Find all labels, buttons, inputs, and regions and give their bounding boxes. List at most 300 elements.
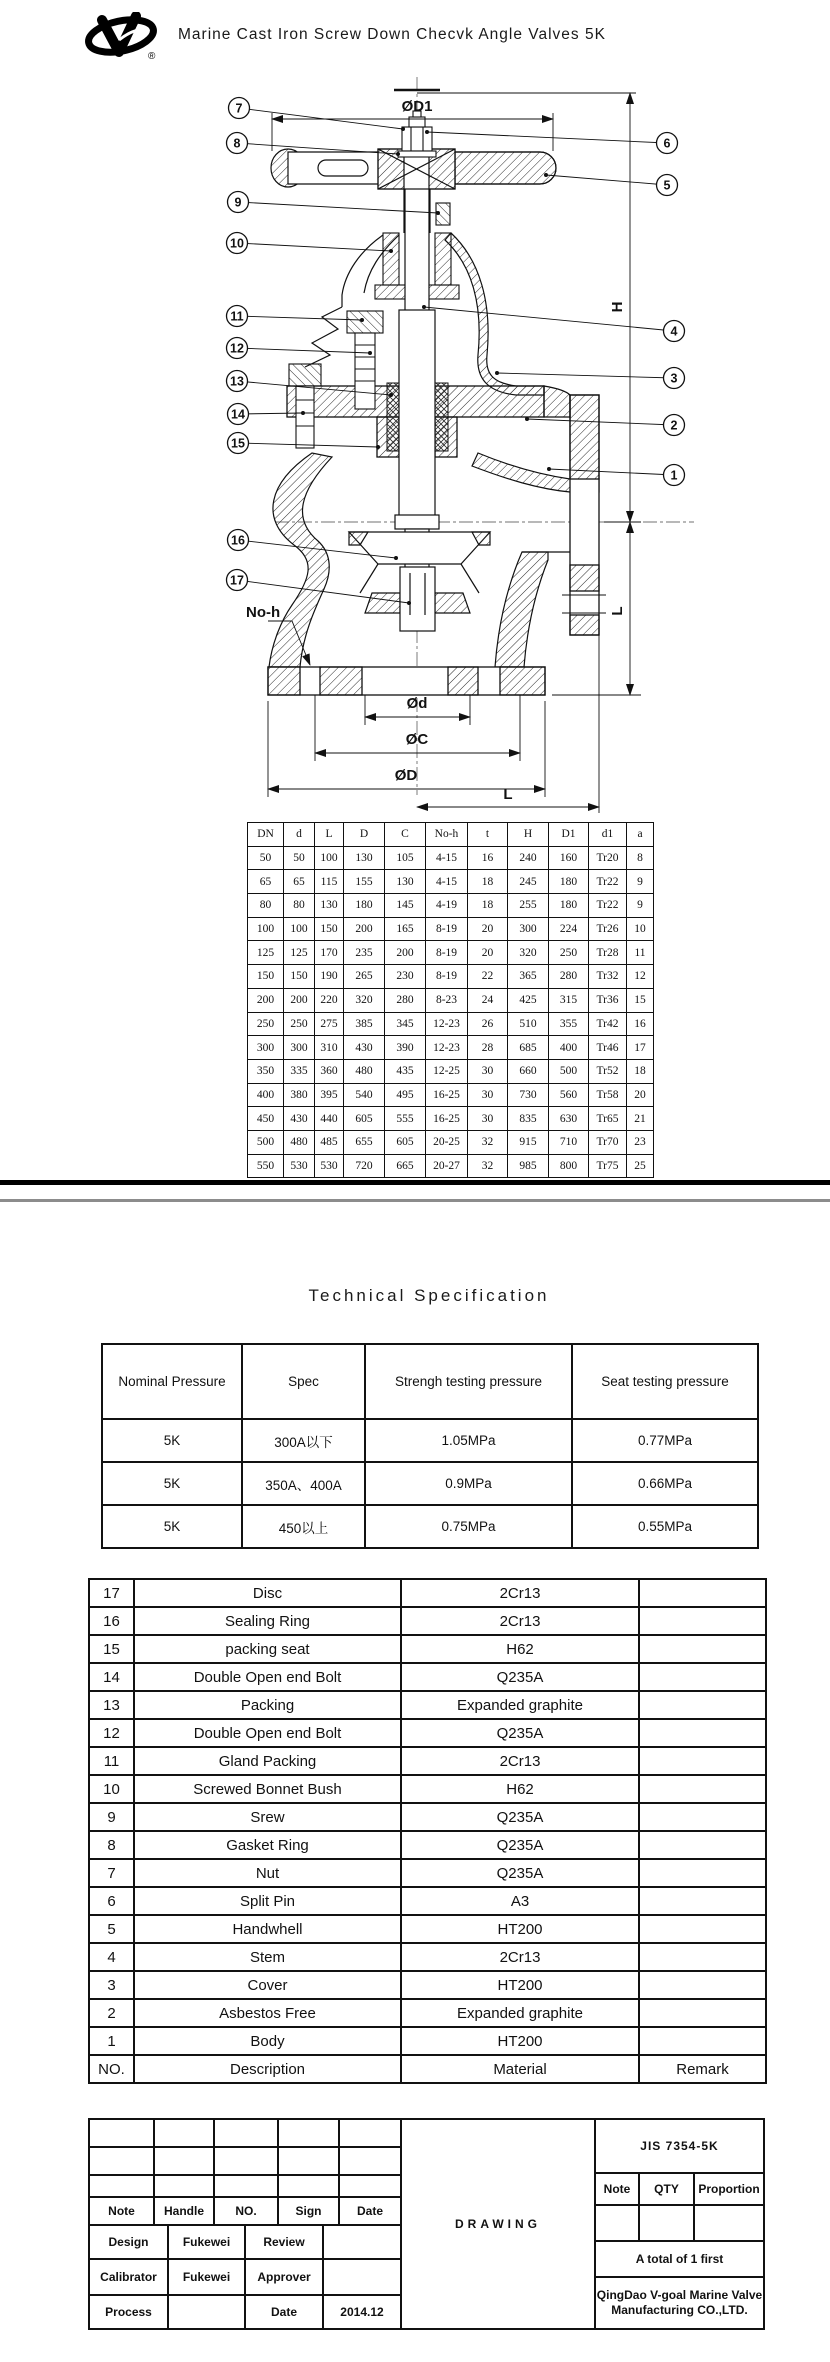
tb-note-header: Note (90, 2198, 155, 2226)
part-cell: 2 (89, 1999, 134, 2027)
dim-cell: 160 (549, 846, 589, 870)
dim-cell: 430 (284, 1107, 315, 1131)
dim-cell: 20 (468, 941, 508, 965)
part-cell (639, 1579, 766, 1607)
dim-cell: 22 (468, 965, 508, 989)
callout-target-dot (422, 305, 426, 309)
tb-qty-note-header: Note (596, 2174, 640, 2206)
callout-number: 12 (230, 341, 244, 356)
parts-wrap-grid (88, 1578, 767, 2084)
part-cell: Sealing Ring (134, 1607, 401, 1635)
dim-cell: 65 (248, 870, 284, 894)
callout-leader (237, 316, 362, 320)
callout-leader (424, 307, 674, 331)
dim-cell: Tr22 (589, 870, 627, 894)
dim-cell: 16-25 (426, 1083, 468, 1107)
spec-cell: 5K (102, 1462, 242, 1505)
registered-mark: ® (148, 51, 156, 60)
dim-cell: 150 (248, 965, 284, 989)
dim-cell: 985 (508, 1154, 549, 1178)
column-header: L (315, 823, 344, 847)
dim-cell: 425 (508, 988, 549, 1012)
tb-date-label: Date (246, 2296, 324, 2328)
callout-number: 2 (670, 418, 678, 433)
part-cell (639, 1859, 766, 1887)
header-row (102, 1344, 758, 1419)
column-header: DN (248, 823, 284, 847)
column-header: d (284, 823, 315, 847)
part-cell: Remark (639, 2055, 766, 2083)
dim-cell: 560 (549, 1083, 589, 1107)
dim-cell: 32 (468, 1130, 508, 1154)
dim-cell: 8-19 (426, 941, 468, 965)
tb-process-label: Process (90, 2296, 169, 2328)
dim-cell: 30 (468, 1059, 508, 1083)
dim-cell: 200 (344, 917, 385, 941)
dim-cell: 730 (508, 1083, 549, 1107)
tb-design-value: Fukewei (169, 2226, 246, 2260)
callout-number: 4 (670, 324, 678, 339)
spec-cell: 1.05MPa (365, 1419, 572, 1462)
part-cell: A3 (401, 1887, 639, 1915)
bottom-flange (268, 667, 545, 695)
outlet-flange (544, 386, 606, 635)
callout-leader (237, 348, 370, 353)
callout-target-dot (495, 371, 499, 375)
dim-cell: Tr65 (589, 1107, 627, 1131)
tb-sign-header: Sign (279, 2198, 340, 2226)
part-cell: Stem (134, 1943, 401, 1971)
callout-leader (239, 108, 403, 129)
part-cell (639, 1775, 766, 1803)
callout-leader (497, 373, 674, 378)
dim-cell: Tr58 (589, 1083, 627, 1107)
tb-standard: JIS 7354-5K (596, 2120, 763, 2174)
part-cell: 5 (89, 1915, 134, 1943)
column-header: Seat testing pressure (572, 1344, 758, 1419)
dim-cell: 280 (549, 965, 589, 989)
dim-cell: 360 (315, 1059, 344, 1083)
tb-company-line1: QingDao V-goal Marine Valve (596, 2288, 763, 2302)
title-block (88, 2118, 765, 2330)
callout-leader (549, 469, 674, 475)
dim-cell: 8-23 (426, 988, 468, 1012)
dim-cell: 300 (508, 917, 549, 941)
dim-cell: 915 (508, 1130, 549, 1154)
dim-cell: 80 (248, 894, 284, 918)
dim-cell: Tr42 (589, 1012, 627, 1036)
part-cell (639, 1607, 766, 1635)
callout-target-dot (407, 601, 411, 605)
tb-company-line2: Manufacturing CO.,LTD. (611, 2303, 748, 2317)
dim-cell: 200 (385, 941, 426, 965)
dim-d1-label: ØD1 (401, 98, 433, 115)
dim-cell: 315 (549, 988, 589, 1012)
dim-cell: 440 (315, 1107, 344, 1131)
part-cell (639, 1635, 766, 1663)
tb-review-label: Review (246, 2226, 324, 2260)
dim-cell: 660 (508, 1059, 549, 1083)
table-row (89, 1663, 766, 1691)
part-cell: 11 (89, 1747, 134, 1775)
dim-cell: 380 (284, 1083, 315, 1107)
dim-cell: 180 (344, 894, 385, 918)
callout-target-dot (544, 173, 548, 177)
dim-cell: 30 (468, 1107, 508, 1131)
table-row (89, 1579, 766, 1607)
dim-cell: 9 (627, 870, 654, 894)
dim-cell: 555 (385, 1107, 426, 1131)
column-header: D (344, 823, 385, 847)
part-cell: 2Cr13 (401, 1747, 639, 1775)
part-cell: 1 (89, 2027, 134, 2055)
dim-cell: 18 (468, 894, 508, 918)
dim-cell: 710 (549, 1130, 589, 1154)
dim-cell: 720 (344, 1154, 385, 1178)
tech-spec-table (101, 1343, 757, 1549)
tb-empty-cell (695, 2206, 763, 2242)
dim-cell: 170 (315, 941, 344, 965)
part-cell: Q235A (401, 1859, 639, 1887)
dim-cell: 540 (344, 1083, 385, 1107)
dim-cell: 400 (549, 1036, 589, 1060)
spec-cell: 0.77MPa (572, 1419, 758, 1462)
dim-cell: 16 (627, 1012, 654, 1036)
dim-cell: 345 (385, 1012, 426, 1036)
dim-cell: 495 (385, 1083, 426, 1107)
table-row (102, 1505, 758, 1548)
table-row (89, 1915, 766, 1943)
dim-cell: 165 (385, 917, 426, 941)
dim-cell: 310 (315, 1036, 344, 1060)
page-title: Marine Cast Iron Screw Down Checvk Angle Valves 5K (178, 26, 606, 43)
callout-number: 17 (230, 573, 244, 588)
dim-cell: 20-25 (426, 1130, 468, 1154)
column-header: Nominal Pressure (102, 1344, 242, 1419)
table-row (89, 2055, 766, 2083)
part-cell: Asbestos Free (134, 1999, 401, 2027)
dim-cell: 300 (284, 1036, 315, 1060)
part-cell (639, 1803, 766, 1831)
tb-drawing-label: DRAWING (402, 2120, 596, 2328)
dim-cell: 500 (549, 1059, 589, 1083)
dim-cell: 385 (344, 1012, 385, 1036)
dim-cell: 245 (508, 870, 549, 894)
dim-cell: 25 (627, 1154, 654, 1178)
dim-cell: 390 (385, 1036, 426, 1060)
valve-body-left-wall (269, 453, 332, 667)
dim-cell: 21 (627, 1107, 654, 1131)
part-cell: 4 (89, 1943, 134, 1971)
dim-cell: 180 (549, 870, 589, 894)
dim-cell: 200 (284, 988, 315, 1012)
tb-qty-header: QTY (640, 2174, 695, 2206)
part-cell: 6 (89, 1887, 134, 1915)
dim-cell: 235 (344, 941, 385, 965)
callout-number: 13 (230, 374, 244, 389)
dim-cell: 320 (344, 988, 385, 1012)
dim-cell: 435 (385, 1059, 426, 1083)
dim-cell: 605 (385, 1130, 426, 1154)
part-cell: 8 (89, 1831, 134, 1859)
dim-cell: 30 (468, 1083, 508, 1107)
callout-target-dot (389, 393, 393, 397)
dim-cell: 835 (508, 1107, 549, 1131)
table-row (248, 917, 654, 941)
part-cell: Double Open end Bolt (134, 1719, 401, 1747)
dim-cell: 665 (385, 1154, 426, 1178)
tb-empty-cell (279, 2120, 340, 2148)
dim-cell: 20-27 (426, 1154, 468, 1178)
part-cell: Body (134, 2027, 401, 2055)
dim-cell: 50 (248, 846, 284, 870)
spec-wrap-grid (101, 1343, 759, 1549)
table-row (89, 1831, 766, 1859)
tb-empty-cell (340, 2148, 402, 2176)
part-cell: 14 (89, 1663, 134, 1691)
parts-table (88, 1578, 765, 2084)
dim-cell: 18 (468, 870, 508, 894)
part-cell: Split Pin (134, 1887, 401, 1915)
spec-cell: 300A以下 (242, 1419, 365, 1462)
part-cell: Expanded graphite (401, 1999, 639, 2027)
dim-l-bottom-label: L (503, 786, 513, 803)
spec-cell: 450以上 (242, 1505, 365, 1548)
column-header: d1 (589, 823, 627, 847)
dim-cell: 100 (284, 917, 315, 941)
dim-l-side-label: L (609, 606, 626, 616)
tb-empty-cell (155, 2148, 215, 2176)
tb-empty-cell (155, 2176, 215, 2198)
spec-cell: 0.75MPa (365, 1505, 572, 1548)
part-cell: 15 (89, 1635, 134, 1663)
table-row (248, 1154, 654, 1178)
dim-cell: 17 (627, 1036, 654, 1060)
table-row (89, 1887, 766, 1915)
table-row (89, 1691, 766, 1719)
table-row (248, 894, 654, 918)
tb-empty-cell (596, 2206, 640, 2242)
part-cell: 2Cr13 (401, 1943, 639, 1971)
dim-cell: 655 (344, 1130, 385, 1154)
tb-calibrator-label: Calibrator (90, 2260, 169, 2296)
column-header: No-h (426, 823, 468, 847)
table-row (89, 1859, 766, 1887)
part-cell: HT200 (401, 2027, 639, 2055)
callout-number: 3 (670, 371, 678, 386)
dim-cell: 480 (344, 1059, 385, 1083)
dim-cell: 480 (284, 1130, 315, 1154)
dim-cell: 8-19 (426, 917, 468, 941)
dim-cell: 200 (248, 988, 284, 1012)
tb-process-value (169, 2296, 246, 2328)
dim-cell: 11 (627, 941, 654, 965)
tb-empty-cell (279, 2148, 340, 2176)
table-row (248, 870, 654, 894)
dim-cell: Tr52 (589, 1059, 627, 1083)
part-cell: Gland Packing (134, 1747, 401, 1775)
dim-cell: 180 (549, 894, 589, 918)
part-cell: Srew (134, 1803, 401, 1831)
table-row (89, 1999, 766, 2027)
dim-cell: 32 (468, 1154, 508, 1178)
table-row (89, 1971, 766, 1999)
table-row (248, 846, 654, 870)
part-cell: Packing (134, 1691, 401, 1719)
dim-cell: 20 (627, 1083, 654, 1107)
dim-cell: 224 (549, 917, 589, 941)
dim-cell: Tr75 (589, 1154, 627, 1178)
dim-cell: 365 (508, 965, 549, 989)
dim-cell: 255 (508, 894, 549, 918)
table-row (89, 1803, 766, 1831)
callout-leader (427, 132, 667, 143)
dim-table-wrap-grid (247, 822, 654, 1178)
callout-number: 7 (235, 101, 243, 116)
dim-cell: 395 (315, 1083, 344, 1107)
dim-cell: 105 (385, 846, 426, 870)
table-row (248, 941, 654, 965)
dim-cell: 4-15 (426, 870, 468, 894)
table-row (102, 1462, 758, 1505)
tb-empty-cell (90, 2120, 155, 2148)
dim-cell: 16-25 (426, 1107, 468, 1131)
dim-cell: 130 (385, 870, 426, 894)
part-cell (639, 1831, 766, 1859)
spec-cell: 5K (102, 1419, 242, 1462)
dim-cell: 15 (627, 988, 654, 1012)
part-cell: Disc (134, 1579, 401, 1607)
table-row (248, 988, 654, 1012)
part-cell (639, 1719, 766, 1747)
dim-cell: 150 (284, 965, 315, 989)
dim-cell: 240 (508, 846, 549, 870)
part-cell: Gasket Ring (134, 1831, 401, 1859)
part-cell: Handwhell (134, 1915, 401, 1943)
part-cell: packing seat (134, 1635, 401, 1663)
tb-handle-header: Handle (155, 2198, 215, 2226)
tech-spec-title: Technical Specification (308, 1286, 550, 1305)
tb-date-header: Date (340, 2198, 402, 2226)
tb-proportion-header: Proportion (695, 2174, 763, 2206)
dim-cell: 50 (284, 846, 315, 870)
part-cell: Description (134, 2055, 401, 2083)
part-cell: HT200 (401, 1915, 639, 1943)
part-cell: Screwed Bonnet Bush (134, 1775, 401, 1803)
dim-cell: 550 (248, 1154, 284, 1178)
column-header: t (468, 823, 508, 847)
header-row (248, 823, 654, 847)
dim-cell: 400 (248, 1083, 284, 1107)
dim-cell: Tr20 (589, 846, 627, 870)
dim-cell: 335 (284, 1059, 315, 1083)
dim-cell: 125 (248, 941, 284, 965)
dim-cell: 9 (627, 894, 654, 918)
part-cell: HT200 (401, 1971, 639, 1999)
dim-cell: 145 (385, 894, 426, 918)
column-header: C (385, 823, 426, 847)
tb-date-value: 2014.12 (324, 2296, 402, 2328)
part-cell: Expanded graphite (401, 1691, 639, 1719)
callout-number: 15 (231, 436, 245, 451)
callout-target-dot (301, 411, 305, 415)
part-cell: Q235A (401, 1719, 639, 1747)
valve-body-right-wall (495, 552, 548, 667)
table-row (89, 1747, 766, 1775)
dim-cell: 24 (468, 988, 508, 1012)
table-row (248, 1059, 654, 1083)
part-cell: NO. (89, 2055, 134, 2083)
dim-cell: 100 (248, 917, 284, 941)
dim-cell: 80 (284, 894, 315, 918)
dim-cell: Tr70 (589, 1130, 627, 1154)
part-cell (639, 1663, 766, 1691)
dim-cell: 485 (315, 1130, 344, 1154)
part-cell: Material (401, 2055, 639, 2083)
part-cell (639, 1747, 766, 1775)
dim-cell: Tr22 (589, 894, 627, 918)
dim-cell: 8-19 (426, 965, 468, 989)
table-row (248, 1012, 654, 1036)
part-cell (639, 1915, 766, 1943)
dim-cell: Tr26 (589, 917, 627, 941)
break-line (305, 307, 342, 367)
dim-cell: 100 (315, 846, 344, 870)
dim-cell: 220 (315, 988, 344, 1012)
part-cell: Q235A (401, 1803, 639, 1831)
dim-cell: 150 (315, 917, 344, 941)
part-cell: Double Open end Bolt (134, 1663, 401, 1691)
tb-empty-cell (155, 2120, 215, 2148)
table-row (89, 1607, 766, 1635)
dim-cell: 26 (468, 1012, 508, 1036)
company-logo (84, 12, 164, 60)
callout-number: 8 (233, 136, 241, 151)
callout-target-dot (360, 318, 364, 322)
dim-bore-label: Ød (406, 695, 428, 712)
part-cell: 12 (89, 1719, 134, 1747)
tb-empty-cell (340, 2120, 402, 2148)
dim-cell: 320 (508, 941, 549, 965)
no-h-label: No-h (246, 604, 281, 621)
tb-approver-value (324, 2260, 402, 2296)
table-row (89, 1943, 766, 1971)
tb-approver-label: Approver (246, 2260, 324, 2296)
callout-target-dot (401, 127, 405, 131)
dim-cell: 10 (627, 917, 654, 941)
dim-cell: 800 (549, 1154, 589, 1178)
part-cell: 7 (89, 1859, 134, 1887)
dim-cell: 8 (627, 846, 654, 870)
tb-empty-cell (215, 2148, 279, 2176)
part-cell: 10 (89, 1775, 134, 1803)
dim-cell: 265 (344, 965, 385, 989)
dim-cell: 630 (549, 1107, 589, 1131)
table-row (248, 965, 654, 989)
dim-cell: 130 (344, 846, 385, 870)
tb-empty-cell (215, 2176, 279, 2198)
tb-empty-cell (215, 2120, 279, 2148)
spec-cell: 0.55MPa (572, 1505, 758, 1548)
dim-cell: 16 (468, 846, 508, 870)
dim-cell: 115 (315, 870, 344, 894)
dim-cell: 12-23 (426, 1036, 468, 1060)
page-divider-gray (0, 1199, 830, 1202)
table-row (248, 1130, 654, 1154)
part-cell: 17 (89, 1579, 134, 1607)
dim-cell: 65 (284, 870, 315, 894)
dim-bolt-circle-label: ØC (405, 731, 429, 748)
